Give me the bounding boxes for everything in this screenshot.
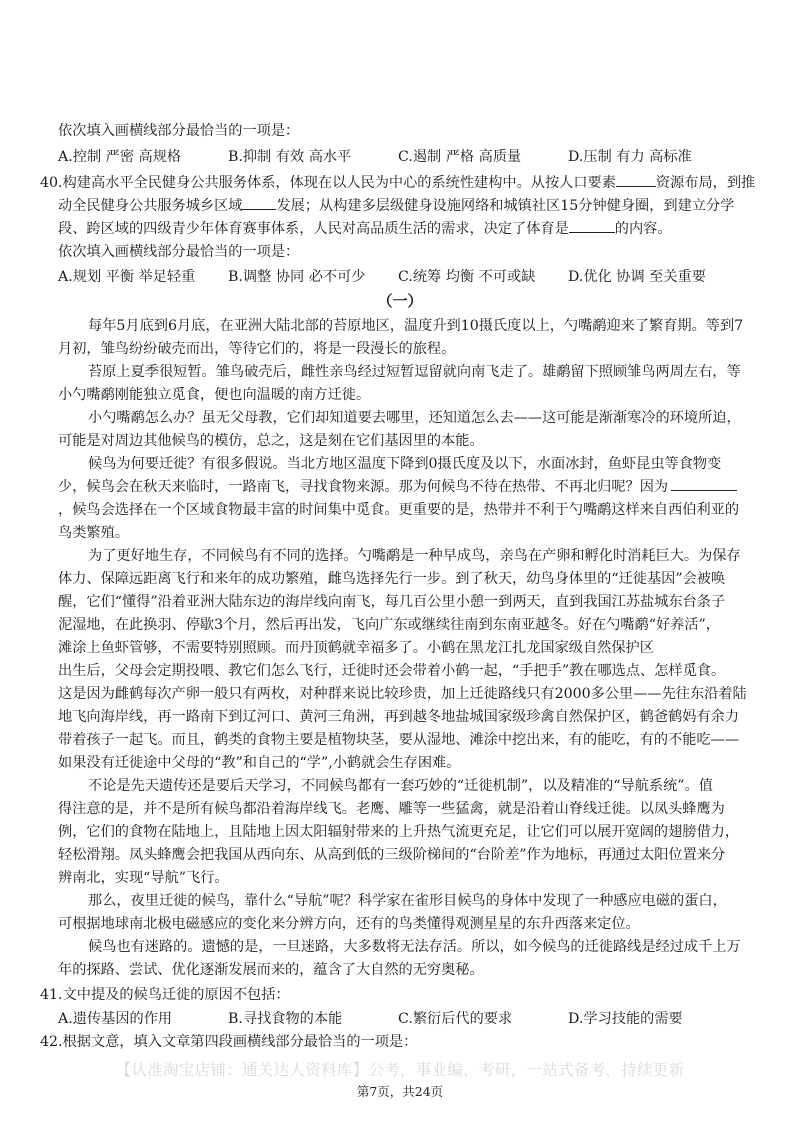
passage-line: 不论是先天遗传还是要后天学习，不同候鸟都有一套巧妙的“迁徙机制”，以及精准的“导航系统”。值 [88,778,713,794]
question-40-line-2: 动全民健身公共服务城乡区域 发展；从构建多层级健身设施网络和城镇社区15分钟健身圈，到建立分学 [58,195,734,217]
option-d[interactable]: D.优化 协调 至关重要 [568,269,706,285]
option-row [58,266,778,288]
passage-line: 可根据地球南北极电磁感应的变化来分辨方向，还有的鸟类懂得观测星星的东升西落来定位。 [58,916,640,932]
page-number: 第7页，共24页 [356,1084,444,1099]
passage-line: 年的探路、尝试、优化逐渐发展而来的，蕴含了大自然的无穷奥秘。 [58,962,484,978]
section-heading: （一） [377,292,423,310]
passage-line: 每年5月底到6月底，在亚洲大陆北部的苔原地区，温度升到10摄氏度以上，勺嘴鹬迎来了繁育期。等到7 [88,318,744,334]
passage-line: 这是因为雌鹤每次产卵一般只有两枚，对种群来说比较珍贵，加上迁徙路线只有2000多公里——先往东沿着陆 [58,686,747,702]
question-40-line-1: 40.构建高水平全民健身公共服务体系，体现在以人民为中心的系统性建构中。从按人口要素 资源布局，到推 [40,172,755,194]
passage-line: 体力、保障远距离飞行和来年的成功繁殖，雌鸟选择先行一步。到了秋天，幼鸟身体里的“迁徙基因”会被唤 [58,571,726,587]
option-b[interactable]: B.寻找食物的本能 [228,1011,343,1027]
option-c[interactable]: C.遏制 严格 高质量 [398,149,522,165]
passage-line: 可能是对周边其他候鸟的模仿，总之，这是刻在它们基因里的本能。 [58,433,484,449]
passage-line: 小勺嘴鹬怎么办？虽无父母教，它们却知道要去哪里，还知道怎么去——这可能是渐渐寒冷的环境所迫， [88,410,741,426]
passage-line: 月初，雏鸟纷纷破壳而出，等待它们的，将是一段漫长的旅程。 [58,341,456,357]
passage-line: 辨南北，实现“导航”飞行。 [58,870,229,886]
option-row [58,1008,778,1030]
passage-line: 泥湿地，在此换羽、停歇3个月，然后再出发，飞向广东或继续往南到东南亚越冬。好在勺嘴鹬“好养活”， [58,617,720,633]
passage-line: 例，它们的食物在陆地上，且陆地上因太阳辐射带来的上升热气流更充足，让它们可以展开宽阔的翅膀借力， [58,824,740,840]
passage-line-with-blank: 少，候鸟会在秋天来临时，一路南飞，寻找食物来源。那为何候鸟不待在热带、不再北归呢？因为 [58,476,737,498]
answer-blank [616,172,656,187]
passage-line: ，候鸟会选择在一个区域食物最丰富的时间集中觅食。更重要的是，热带并不利于勺嘴鹬这样来自西伯利亚的 [58,502,740,518]
watermark-text: 【认准淘宝店铺：通关达人资料库】公考，事业编，考研，一站式备考，持续更新 [115,1061,685,1079]
option-d[interactable]: D.学习技能的需要 [568,1011,683,1027]
passage-line: 小勺嘴鹬刚能独立觅食，便也向温暖的南方迁徙。 [58,387,371,403]
passage-line: 轻松滑翔。凤头蜂鹰会把我国从西向东、从高到低的三级阶梯间的“台阶差”作为地标，再通过太阳位置来分 [58,847,726,863]
passage-line: 出生后，父母会定期投喂、教它们怎么飞行，迁徙时还会带着小鹤一起，“手把手”教在哪选点、怎样觅食。 [58,663,726,679]
passage-line: 候鸟也有迷路的。遗憾的是，一旦迷路，大多数将无法存活。所以，如今候鸟的迁徙路线是经过成千上万 [88,939,741,955]
passage-line: 候鸟为何要迁徙？有很多假说。当北方地区温度下降到0摄氏度及以下，水面冰封，鱼虾昆虫等食物变 [88,456,722,472]
passage-line: 鸟类繁殖。 [58,525,129,541]
question-prompt: 依次填入画横线部分最恰当的一项是： [58,123,300,139]
question-42-stem: 42.根据文意，填入文章第四段画横线部分最恰当的一项是： [40,1034,418,1050]
answer-blank [242,195,276,210]
passage-line: 地飞向海岸线，再一路南下到辽河口、黄河三角洲，再到越冬地盐城国家级珍禽自然保护区，鹤爸鹤妈有余力 [58,709,740,725]
passage-line: 滩涂上鱼虾管够，不需要特别照顾。而丹顶鹤就幸福多了。小鹤在黑龙江扎龙国家级自然保护区 [58,640,654,656]
option-b[interactable]: B.抑制 有效 高水平 [228,149,352,165]
option-row [58,146,778,168]
option-c[interactable]: C.统筹 均衡 不可或缺 [398,269,536,285]
option-a[interactable]: A.遗传基因的作用 [58,1011,173,1027]
passage-line: 带着孩子一起飞。而且，鹤类的食物主要是植物块茎，要从湿地、滩涂中挖出来，有的能吃，有的不能吃—— [58,732,740,748]
passage-line: 那么，夜里迁徙的候鸟，靠什么“导航”呢？科学家在雀形目候鸟的身体中发现了一种感应电磁的蛋白， [88,893,727,909]
option-d[interactable]: D.压制 有力 高标准 [568,149,692,165]
passage-line: 如果没有迁徙途中父母的“教”和自己的“学”,小鹤就会生存困难。 [58,755,461,771]
option-a[interactable]: A.控制 严密 高规格 [58,149,182,165]
option-a[interactable]: A.规划 平衡 举足轻重 [58,269,196,285]
passage-line: 得注意的是，并不是所有候鸟都沿着海岸线飞。老鹰、雕等一些猛禽，就是沿着山脊线迁徙。以凤头蜂鹰为 [58,801,725,817]
passage-line: 苔原上夏季很短暂。雏鸟破壳后，雌性亲鸟经过短暂逗留就向南飞走了。雄鹬留下照顾雏鸟两周左右，等 [88,364,741,380]
question-40-line-3: 段、跨区域的四级青少年体育赛事体系，人民对高品质生活的需求，决定了体育是 的内容。 [58,218,672,240]
question-41-stem: 41.文中提及的候鸟迁徙的原因不包括： [40,987,290,1003]
passage-line: 为了更好地生存，不同候鸟有不同的选择。勺嘴鹬是一种早成鸟，亲鸟在产卵和孵化时消耗巨大。为保存 [88,548,741,564]
passage-line: 醒，它们“懂得”沿着亚洲大陆东边的海岸线向南飞，每几百公里小憩一到两天，直到我国江苏盐城东台条子 [58,594,726,610]
question-prompt: 依次填入画横线部分最恰当的一项是： [58,244,300,260]
option-b[interactable]: B.调整 协同 必不可少 [228,269,366,285]
answer-blank [569,218,615,233]
answer-blank [671,476,737,491]
option-c[interactable]: C.繁衍后代的要求 [398,1011,513,1027]
